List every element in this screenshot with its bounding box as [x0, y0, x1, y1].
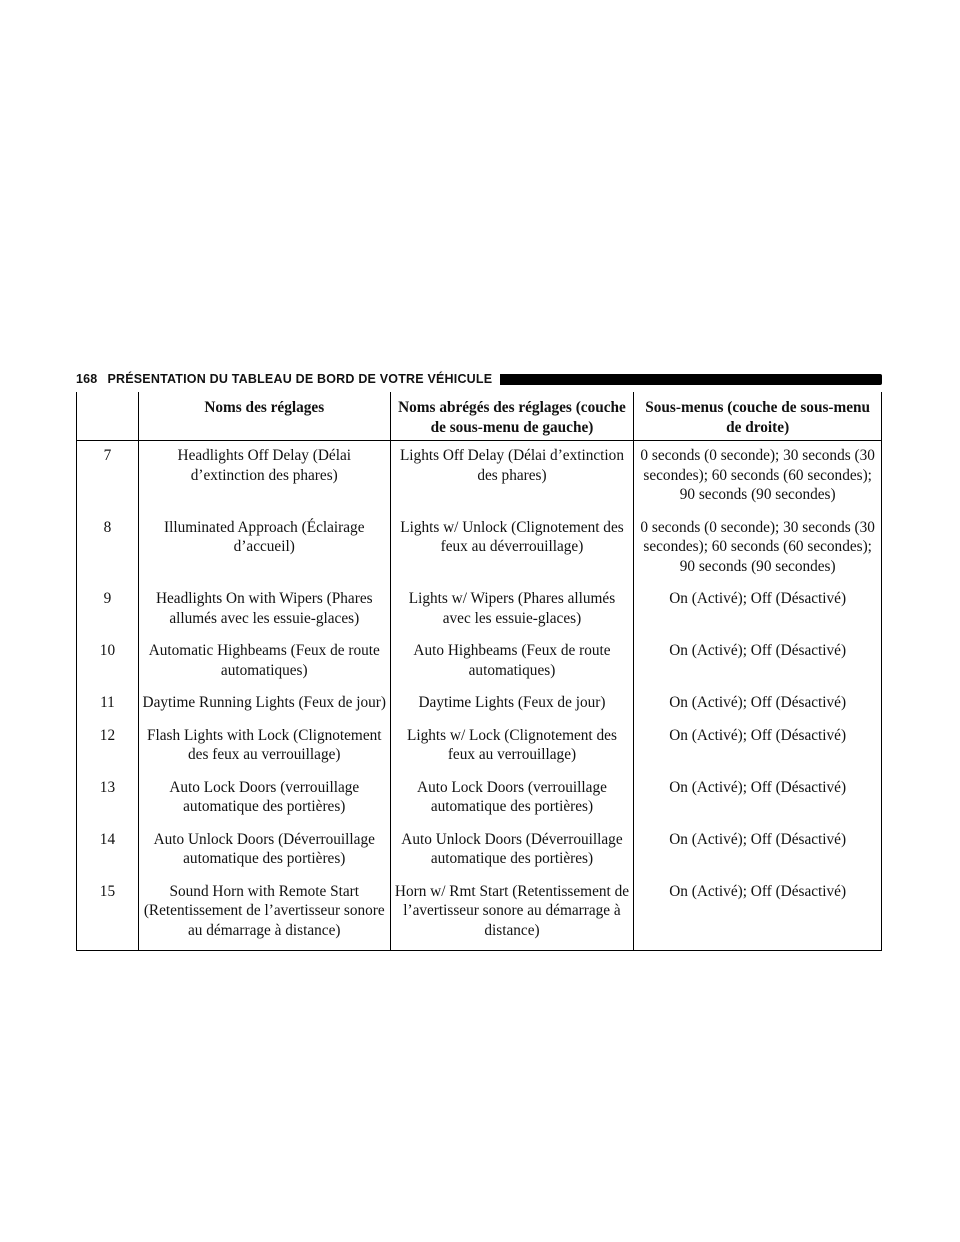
setting-short-name: Horn w/ Rmt Start (Retentissement de l’avertisseur sonore au démarrage à distance) — [390, 877, 634, 951]
section-title: PRÉSENTATION DU TABLEAU DE BORD DE VOTRE VÉHICULE — [107, 372, 493, 386]
row-number: 9 — [77, 584, 139, 636]
row-number: 14 — [77, 825, 139, 877]
column-header-short-name: Noms abrégés des réglages (couche de sous-menu de gauche) — [390, 392, 634, 441]
setting-name: Sound Horn with Remote Start (Retentissement de l’avertisseur sonore au démarrage à distance) — [138, 877, 390, 951]
table-row — [77, 877, 882, 951]
setting-short-name: Auto Lock Doors (verrouillage automatique des portières) — [390, 773, 634, 825]
setting-name: Automatic Highbeams (Feux de route automatiques) — [138, 636, 390, 688]
column-header-name: Noms des réglages — [138, 392, 390, 441]
table-row — [77, 721, 882, 773]
setting-name: Headlights Off Delay (Délai d’extinction des phares) — [138, 441, 390, 513]
setting-name: Daytime Running Lights (Feux de jour) — [138, 688, 390, 721]
row-number: 10 — [77, 636, 139, 688]
row-number: 13 — [77, 773, 139, 825]
setting-name: Auto Unlock Doors (Déverrouillage automatique des portières) — [138, 825, 390, 877]
table-row — [77, 636, 882, 688]
row-number: 15 — [77, 877, 139, 951]
row-number: 7 — [77, 441, 139, 513]
setting-submenu: On (Activé); Off (Désactivé) — [634, 688, 882, 721]
table-row — [77, 441, 882, 513]
settings-table — [76, 392, 882, 951]
setting-submenu: On (Activé); Off (Désactivé) — [634, 636, 882, 688]
column-header-number — [77, 392, 139, 441]
row-number: 12 — [77, 721, 139, 773]
setting-submenu: On (Activé); Off (Désactivé) — [634, 584, 882, 636]
header-rule — [500, 374, 882, 385]
setting-short-name: Daytime Lights (Feux de jour) — [390, 688, 634, 721]
page-header — [76, 370, 882, 388]
page-number: 168 — [76, 372, 98, 386]
setting-submenu: On (Activé); Off (Désactivé) — [634, 825, 882, 877]
setting-short-name: Lights w/ Unlock (Clignotement des feux au déverrouillage) — [390, 513, 634, 585]
setting-name: Auto Lock Doors (verrouillage automatique des portières) — [138, 773, 390, 825]
setting-submenu: On (Activé); Off (Désactivé) — [634, 773, 882, 825]
row-number: 11 — [77, 688, 139, 721]
column-header-submenu: Sous-menus (couche de sous-menu de droite) — [634, 392, 882, 441]
setting-short-name: Lights Off Delay (Délai d’extinction des phares) — [390, 441, 634, 513]
setting-submenu: 0 seconds (0 seconde); 30 seconds (30 secondes); 60 seconds (60 secondes); 90 seconds (90 secondes) — [634, 513, 882, 585]
setting-short-name: Lights w/ Wipers (Phares allumés avec les essuie-glaces) — [390, 584, 634, 636]
setting-submenu: 0 seconds (0 seconde); 30 seconds (30 secondes); 60 seconds (60 secondes); 90 seconds (90 secondes) — [634, 441, 882, 513]
setting-name: Illuminated Approach (Éclairage d’accueil) — [138, 513, 390, 585]
table-row — [77, 773, 882, 825]
row-number: 8 — [77, 513, 139, 585]
table-row — [77, 825, 882, 877]
table-row — [77, 513, 882, 585]
table-header-row — [77, 392, 882, 441]
setting-submenu: On (Activé); Off (Désactivé) — [634, 721, 882, 773]
setting-submenu: On (Activé); Off (Désactivé) — [634, 877, 882, 951]
setting-short-name: Auto Highbeams (Feux de route automatiques) — [390, 636, 634, 688]
setting-name: Flash Lights with Lock (Clignotement des feux au verrouillage) — [138, 721, 390, 773]
setting-name: Headlights On with Wipers (Phares allumés avec les essuie-glaces) — [138, 584, 390, 636]
setting-short-name: Lights w/ Lock (Clignotement des feux au verrouillage) — [390, 721, 634, 773]
table-row — [77, 584, 882, 636]
setting-short-name: Auto Unlock Doors (Déverrouillage automatique des portières) — [390, 825, 634, 877]
table-row — [77, 688, 882, 721]
